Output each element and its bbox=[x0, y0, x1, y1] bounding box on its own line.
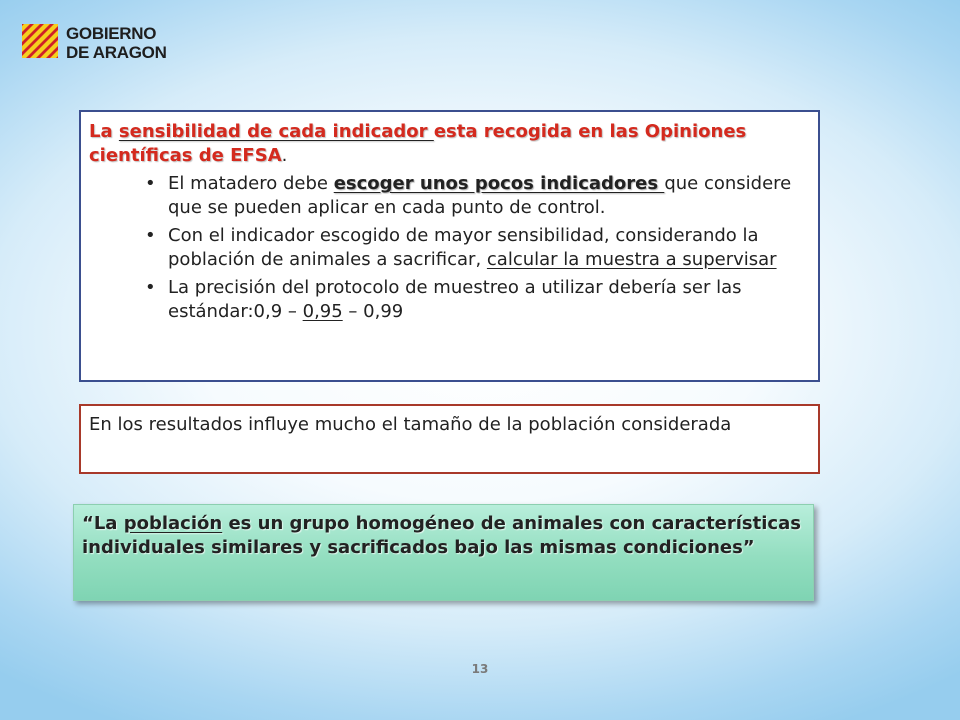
intro-paragraph bbox=[89, 120, 810, 168]
bullet-pre: El matadero debe bbox=[168, 173, 334, 194]
population-influence-text: En los resultados influye mucho el tamaño de la población considerada bbox=[89, 414, 732, 435]
bullet-icon: • bbox=[145, 173, 156, 194]
intro-part2: sensibilidad de cada indicador bbox=[118, 121, 434, 142]
bullet-icon: • bbox=[145, 225, 156, 246]
intro-part3: esta recogida en las Opiniones científicas de EFSA bbox=[89, 121, 747, 166]
definition-part2: población bbox=[123, 513, 223, 534]
logo-text bbox=[66, 24, 167, 62]
bullet-post: – 0,99 bbox=[342, 301, 404, 322]
bullet-icon: • bbox=[145, 277, 156, 298]
bullet-list bbox=[89, 172, 810, 324]
bullet-emph: 0,95 bbox=[302, 301, 343, 322]
bullet-emph: calcular la muestra a supervisar bbox=[486, 249, 777, 270]
page-number: 13 bbox=[471, 662, 489, 676]
logo-line-1: GOBIERNO bbox=[66, 24, 157, 43]
gobierno-aragon-logo bbox=[22, 20, 172, 68]
bullet-pre: La precisión del protocolo de muestreo a utilizar debería ser las estándar:0,9 – bbox=[168, 277, 742, 322]
list-item bbox=[89, 172, 810, 220]
definition-part3: es un grupo homogéneo de animales con características individuales similares y sacrificados bajo las mismas condiciones” bbox=[82, 513, 801, 558]
population-influence-box bbox=[79, 404, 820, 474]
definition-part1: “La bbox=[82, 513, 124, 534]
aragon-flag-icon bbox=[22, 24, 58, 58]
bullet-emph: escoger unos pocos indicadores bbox=[333, 173, 665, 194]
list-item bbox=[89, 276, 810, 324]
logo-line-2: DE ARAGON bbox=[66, 43, 167, 62]
intro-part4: . bbox=[281, 145, 288, 166]
list-item bbox=[89, 224, 810, 272]
sensitivity-info-box bbox=[79, 110, 820, 382]
population-definition-box bbox=[73, 504, 814, 601]
bullet-post: que considere que se pueden aplicar en cada punto de control. bbox=[168, 173, 792, 218]
intro-part1: La bbox=[89, 121, 119, 142]
bullet-pre: Con el indicador escogido de mayor sensibilidad, considerando la población de animales a sacrificar, bbox=[168, 225, 759, 270]
